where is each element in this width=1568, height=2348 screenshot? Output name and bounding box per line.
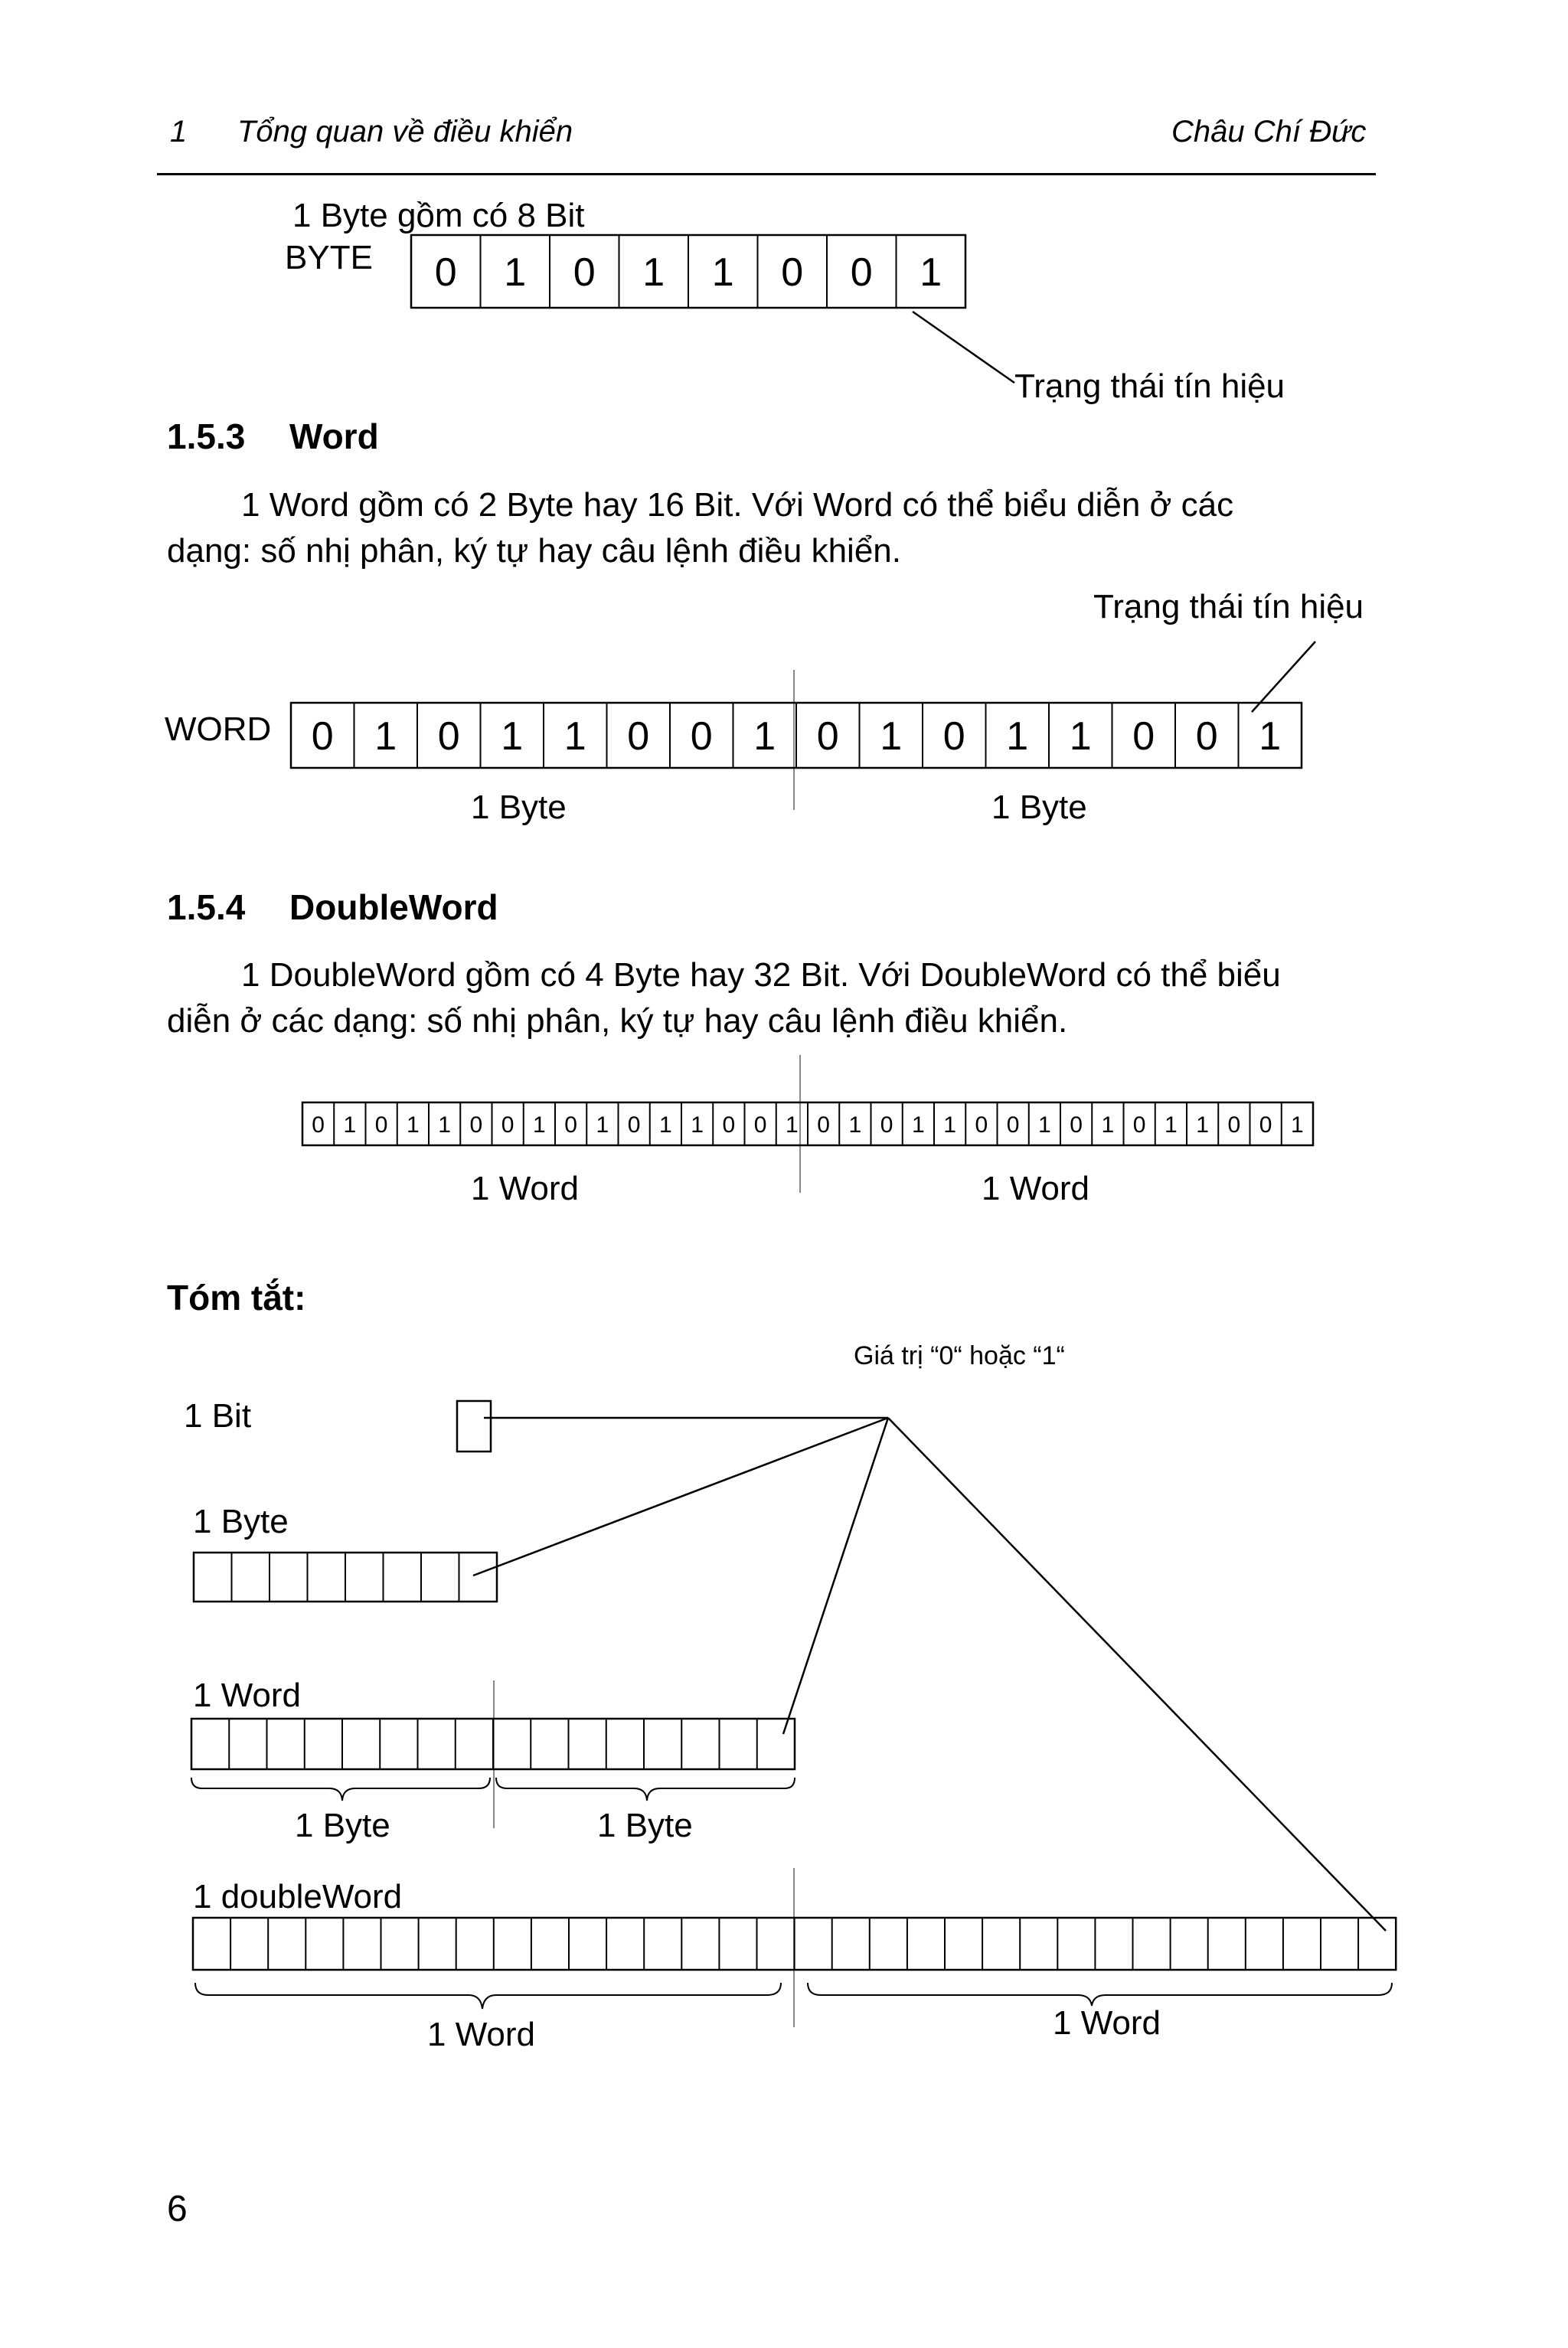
chapter-number: 1	[170, 115, 188, 149]
summary-dword-word-1: 1 Word	[427, 2016, 536, 2053]
word-paragraph-line-2: dạng: số nhị phân, ký tự hay câu lệnh điều khiển.	[167, 532, 901, 570]
dword-grid-bit: 0	[1006, 1112, 1020, 1138]
connector-word	[783, 1418, 888, 1734]
summary-title: Tóm tắt:	[167, 1278, 306, 1318]
dword-grid-bit: 0	[975, 1112, 988, 1138]
summary-value-note: Giá trị “0“ hoặc “1“	[854, 1341, 1065, 1370]
word-signal-label: Trạng thái tín hiệu	[1093, 588, 1364, 625]
dword-grid-bit: 0	[1132, 1112, 1146, 1138]
dword-grid-bit: 1	[1196, 1112, 1209, 1138]
word-grid-bit: 1	[564, 714, 586, 759]
summary-bit-label: 1 Bit	[184, 1397, 252, 1435]
summary-word-byte-1: 1 Byte	[295, 1807, 390, 1844]
dword-grid-bit: 1	[1165, 1112, 1178, 1138]
word-grid-bit: 0	[1195, 714, 1218, 759]
dword-grid-bit: 0	[880, 1112, 893, 1138]
byte-grid-bit: 1	[504, 250, 527, 296]
word-paragraph-line-1: 1 Word gồm có 2 Byte hay 16 Bit. Với Word có thể biểu diễn ở các	[241, 486, 1234, 524]
dword-grid-bit: 0	[627, 1112, 641, 1138]
word-grid-bit: 1	[880, 714, 903, 759]
byte-grid-bit: 0	[850, 250, 873, 296]
byte-grid-bit: 0	[573, 250, 596, 296]
connector-byte	[473, 1418, 888, 1576]
brace-dword-word-1	[195, 1983, 781, 2009]
dword-heading-number: 1.5.4	[167, 887, 246, 927]
byte-caption: 1 Byte gồm có 8 Bit	[292, 197, 585, 234]
word-grid-bit: 1	[753, 714, 776, 759]
summary-word-byte-2: 1 Byte	[597, 1807, 693, 1844]
dword-grid-bit: 1	[407, 1112, 420, 1138]
dword-grid-bit: 0	[1070, 1112, 1083, 1138]
word-grid-bit: 1	[1069, 714, 1092, 759]
dword-grid-bit: 0	[469, 1112, 483, 1138]
word-heading-title: Word	[289, 416, 379, 456]
author-name: Châu Chí Đức	[1171, 115, 1367, 149]
dword-heading-title: DoubleWord	[289, 887, 498, 927]
dword-grid-bit: 1	[786, 1112, 799, 1138]
summary-bit-cell	[457, 1401, 491, 1452]
word-grid-bit: 0	[690, 714, 713, 759]
dword-paragraph-line-2: diễn ở các dạng: số nhị phân, ký tự hay câu lệnh điều khiển.	[167, 1002, 1068, 1040]
word-grid-bit: 1	[501, 714, 524, 759]
brace-word-byte-1	[191, 1778, 490, 1801]
dword-grid-bit: 1	[1101, 1112, 1115, 1138]
word-label: WORD	[165, 710, 272, 748]
byte-grid-bit: 1	[642, 250, 665, 296]
summary-word-label: 1 Word	[193, 1677, 302, 1714]
byte-grid-bit: 0	[781, 250, 804, 296]
byte-grid-bit: 1	[920, 250, 942, 296]
word-grid-bit: 0	[816, 714, 839, 759]
dword-grid-bit: 0	[1227, 1112, 1241, 1138]
word-grid-bit: 1	[374, 714, 397, 759]
dword-grid-bit: 1	[438, 1112, 451, 1138]
dword-word-label-2: 1 Word	[982, 1170, 1090, 1207]
connector-dword	[888, 1418, 1386, 1931]
dword-paragraph-line-1: 1 DoubleWord gồm có 4 Byte hay 32 Bit. Với DoubleWord có thể biểu	[241, 956, 1281, 994]
word-signal-pointer	[1252, 642, 1315, 712]
word-grid-bit: 0	[437, 714, 460, 759]
summary-byte-label: 1 Byte	[193, 1503, 289, 1540]
dword-grid-bit: 1	[533, 1112, 546, 1138]
byte-label: BYTE	[285, 239, 373, 276]
summary-dword-word-2: 1 Word	[1053, 2004, 1161, 2042]
dword-grid-bit: 1	[912, 1112, 925, 1138]
byte-signal-pointer	[913, 312, 1014, 383]
page-number: 6	[167, 2189, 188, 2229]
dword-grid-bit: 0	[753, 1112, 767, 1138]
dword-grid-bit: 0	[722, 1112, 736, 1138]
dword-grid-bit: 0	[374, 1112, 388, 1138]
word-grid-bit: 1	[1006, 714, 1029, 759]
word-heading-number: 1.5.3	[167, 416, 246, 456]
dword-grid-bit: 1	[659, 1112, 672, 1138]
dword-grid-bit: 1	[596, 1112, 609, 1138]
byte-grid-bit: 0	[434, 250, 457, 296]
dword-grid-bit: 1	[1038, 1112, 1051, 1138]
byte-signal-label: Trạng thái tín hiệu	[1014, 367, 1285, 405]
dword-grid-bit: 1	[943, 1112, 956, 1138]
summary-dword-label: 1 doubleWord	[193, 1878, 403, 1915]
dword-grid-bit: 1	[1291, 1112, 1304, 1138]
word-grid-bit: 0	[1132, 714, 1155, 759]
word-grid-bit: 0	[627, 714, 650, 759]
dword-grid-bit: 1	[691, 1112, 704, 1138]
dword-word-label-1: 1 Word	[471, 1170, 580, 1207]
dword-grid-bit: 1	[343, 1112, 357, 1138]
dword-grid-bit: 0	[501, 1112, 514, 1138]
brace-dword-word-2	[808, 1983, 1392, 2006]
word-byte-label-1: 1 Byte	[471, 789, 567, 826]
brace-word-byte-2	[496, 1778, 795, 1801]
word-grid-bit: 0	[942, 714, 965, 759]
dword-grid-bit: 0	[312, 1112, 325, 1138]
byte-grid-bit: 1	[711, 250, 734, 296]
word-grid-bit: 1	[1259, 714, 1282, 759]
word-byte-label-2: 1 Byte	[991, 789, 1087, 826]
dword-grid-bit: 1	[848, 1112, 862, 1138]
dword-grid-bit: 0	[1259, 1112, 1272, 1138]
dword-grid-bit: 0	[817, 1112, 830, 1138]
word-grid-bit: 0	[311, 714, 334, 759]
chapter-title: Tổng quan về điều khiển	[237, 115, 573, 149]
dword-grid-bit: 0	[564, 1112, 577, 1138]
